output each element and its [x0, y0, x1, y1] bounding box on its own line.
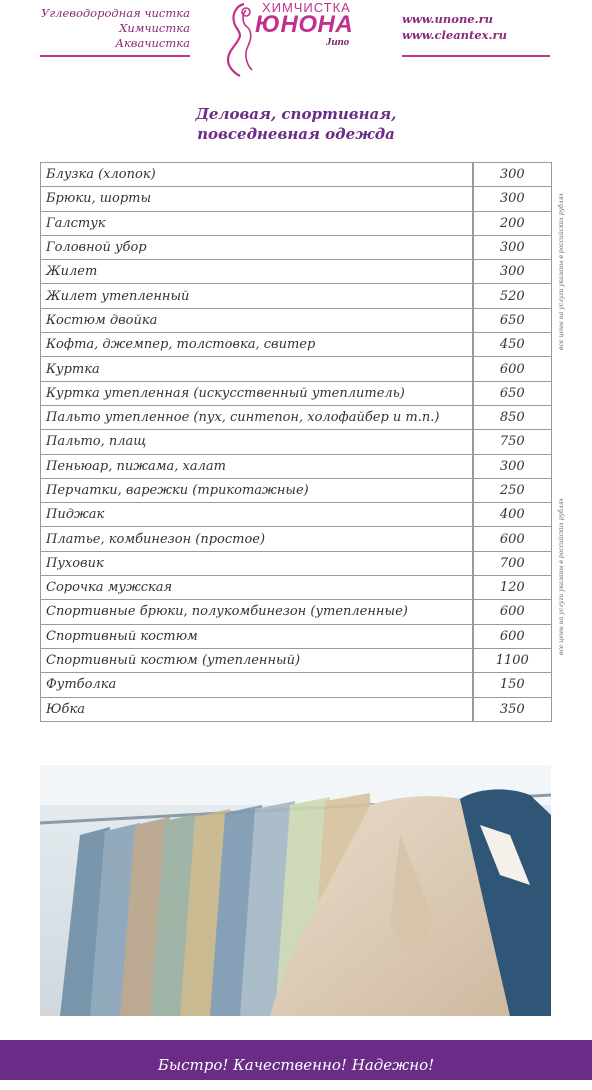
- item-name-cell: Головной убор: [41, 235, 473, 259]
- item-name-cell: Кофта, джемпер, толстовка, свитер: [41, 333, 473, 357]
- brand-logo[interactable]: [222, 0, 372, 78]
- item-price-cell: 350: [473, 697, 552, 721]
- item-price-cell: 600: [473, 527, 552, 551]
- logo-top-text: ХИМЧИСТКА: [262, 0, 351, 15]
- item-name-cell: Пиджак: [41, 503, 473, 527]
- item-price-cell: 600: [473, 624, 552, 648]
- item-name-cell: Платье, комбинезон (простое): [41, 527, 473, 551]
- table-row: [41, 624, 552, 648]
- item-price-cell: 150: [473, 673, 552, 697]
- table-row: [41, 308, 552, 332]
- header-divider-left: [40, 55, 190, 57]
- table-row: [41, 163, 552, 187]
- header-divider-right: [402, 55, 550, 57]
- item-name-cell: Спортивные брюки, полукомбинезон (утепленные): [41, 600, 473, 624]
- item-name-cell: Пеньюар, пижама, халат: [41, 454, 473, 478]
- table-row: [41, 357, 552, 381]
- currency-note: все цены на услуги указаны в российских рублях: [558, 498, 565, 655]
- logo-main-text: ЮНОНА: [255, 11, 354, 38]
- table-row: [41, 527, 552, 551]
- table-row: [41, 648, 552, 672]
- clothes-rack-illustration: [40, 765, 551, 1016]
- table-row: [41, 697, 552, 721]
- table-row: [41, 284, 552, 308]
- item-name-cell: Куртка утепленная (искусственный утеплитель): [41, 381, 473, 405]
- item-price-cell: 200: [473, 211, 552, 235]
- item-price-cell: 450: [473, 333, 552, 357]
- section-title: [0, 104, 592, 144]
- table-row: [41, 673, 552, 697]
- table-row: [41, 260, 552, 284]
- item-price-cell: 300: [473, 260, 552, 284]
- item-name-cell: Сорочка мужская: [41, 576, 473, 600]
- service-item: Углеводородная чистка: [41, 6, 190, 20]
- item-name-cell: Футболка: [41, 673, 473, 697]
- item-price-cell: 300: [473, 163, 552, 187]
- item-price-cell: 520: [473, 284, 552, 308]
- item-name-cell: Куртка: [41, 357, 473, 381]
- table-row: [41, 454, 552, 478]
- item-name-cell: Пуховик: [41, 551, 473, 575]
- table-row: [41, 430, 552, 454]
- table-row: [41, 600, 552, 624]
- table-row: [41, 211, 552, 235]
- service-item: Аквачистка: [115, 36, 190, 50]
- website-link[interactable]: www.unone.ru: [402, 12, 494, 26]
- table-row: [41, 187, 552, 211]
- item-name-cell: Брюки, шорты: [41, 187, 473, 211]
- item-price-cell: 850: [473, 405, 552, 429]
- website-link[interactable]: www.cleantex.ru: [402, 28, 507, 42]
- table-row: [41, 235, 552, 259]
- item-price-cell: 600: [473, 600, 552, 624]
- item-price-cell: 400: [473, 503, 552, 527]
- table-row: [41, 551, 552, 575]
- item-price-cell: 750: [473, 430, 552, 454]
- item-price-cell: 650: [473, 308, 552, 332]
- item-name-cell: Перчатки, варежки (трикотажные): [41, 478, 473, 502]
- item-name-cell: Юбка: [41, 697, 473, 721]
- table-row: [41, 503, 552, 527]
- table-row: [41, 333, 552, 357]
- item-price-cell: 700: [473, 551, 552, 575]
- item-name-cell: Пальто, плащ: [41, 430, 473, 454]
- item-price-cell: 120: [473, 576, 552, 600]
- item-name-cell: Жилет: [41, 260, 473, 284]
- item-price-cell: 300: [473, 187, 552, 211]
- table-row: [41, 405, 552, 429]
- websites-list: [402, 11, 550, 43]
- clothes-rack-photo: [40, 765, 551, 1016]
- section-title-line: повседневная одежда: [197, 125, 395, 143]
- table-row: [41, 381, 552, 405]
- table-row: [41, 478, 552, 502]
- item-name-cell: Костюм двойка: [41, 308, 473, 332]
- footer-banner: [0, 1040, 592, 1080]
- currency-note: все цены на услуги указаны в российских рублях: [558, 193, 565, 350]
- item-name-cell: Галстук: [41, 211, 473, 235]
- service-item: Химчистка: [119, 21, 190, 35]
- table-row: [41, 576, 552, 600]
- logo-sub-text: Juno: [326, 36, 350, 48]
- item-price-cell: 300: [473, 235, 552, 259]
- item-name-cell: Спортивный костюм: [41, 624, 473, 648]
- item-name-cell: Блузка (хлопок): [41, 163, 473, 187]
- price-table: [40, 162, 552, 722]
- services-list: [40, 6, 190, 51]
- item-name-cell: Жилет утепленный: [41, 284, 473, 308]
- item-name-cell: Пальто утепленное (пух, синтепон, холофайбер и т.п.): [41, 405, 473, 429]
- item-price-cell: 600: [473, 357, 552, 381]
- item-price-cell: 250: [473, 478, 552, 502]
- item-name-cell: Спортивный костюм (утепленный): [41, 648, 473, 672]
- item-price-cell: 300: [473, 454, 552, 478]
- footer-slogan: Быстро! Качественно! Надежно!: [157, 1056, 435, 1074]
- item-price-cell: 650: [473, 381, 552, 405]
- section-title-line: Деловая, спортивная,: [195, 105, 397, 123]
- item-price-cell: 1100: [473, 648, 552, 672]
